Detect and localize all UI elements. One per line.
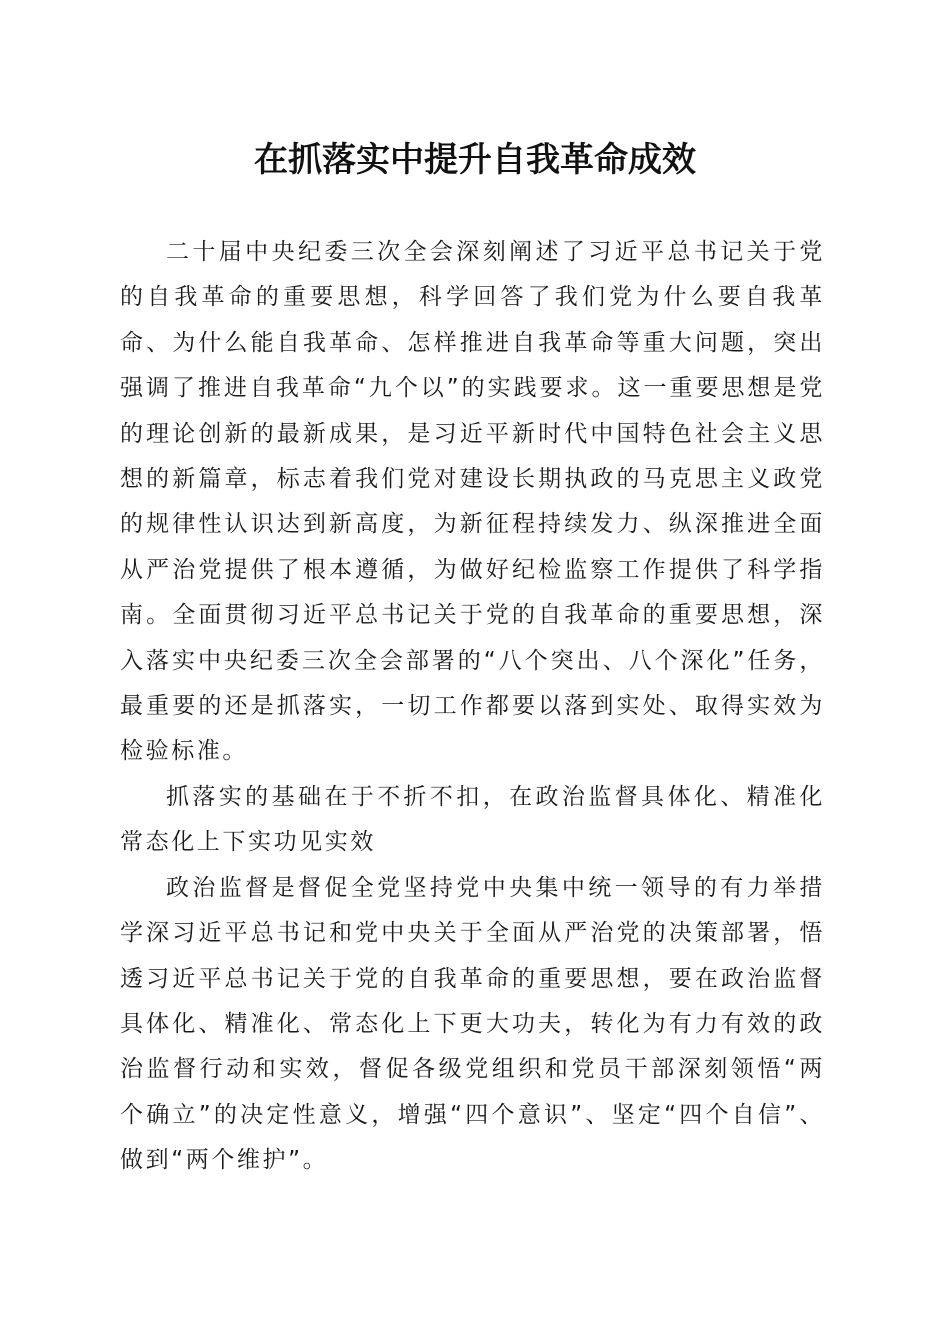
paragraph-political-supervision: 政治监督是督促全党坚持党中央集中统一领导的有力举措学深习近平总书记和党中央关于全面从严治党的决策部署，悟透习近平总书记关于党的自我革命的重要思想，要在政治监督具体化、精准化、常态化上下更大功夫，转化为有力有效的政治监督行动和实效，督促各级党组织和党员干部深刻领悟“两个确立”的决定性意义，增强“四个意识”、坚定“四个自信”、做到“两个维护”。 — [120, 874, 825, 1174]
document-body — [120, 230, 825, 1184]
document-title: 在抓落实中提升自我革命成效 — [254, 140, 696, 180]
paragraph-intro: 二十届中央纪委三次全会深刻阐述了习近平总书记关于党的自我革命的重要思想，科学回答了我们党为什么要自我革命、为什么能自我革命、怎样推进自我革命等重大问题，突出强调了推进自我革命“九个以”的实践要求。这一重要思想是党的理论创新的最新成果，是习近平新时代中国特色社会主义思想的新篇章，标志着我们党对建设长期执政的马克思主义政党的规律性认识达到新高度，为新征程持续发力、纵深推进全面从严治党提供了根本遵循，为做好纪检监察工作提供了科学指南。全面贯彻习近平总书记关于党的自我革命的重要思想，深入落实中央纪委三次全会部署的“八个突出、八个深化”任务，最重要的还是抓落实，一切工作都要以落到实处、取得实效为检验标准。 — [120, 239, 825, 765]
paragraph-section-heading: 抓落实的基础在于不折不扣，在政治监督具体化、精准化常态化上下实功见实效 — [120, 783, 825, 856]
